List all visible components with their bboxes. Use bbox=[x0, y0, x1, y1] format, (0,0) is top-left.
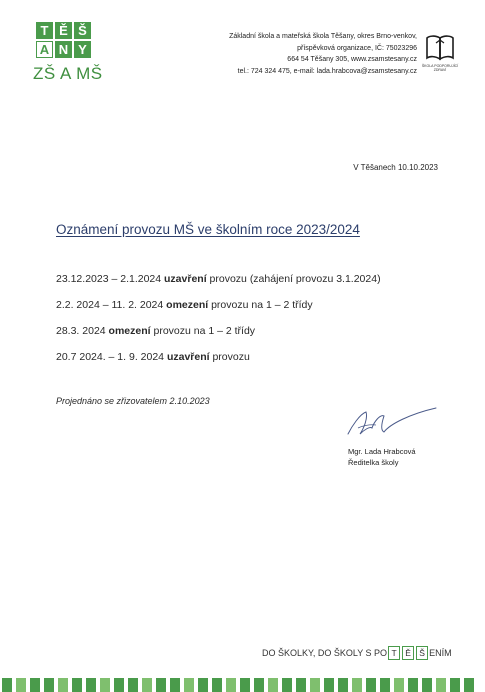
footer-block bbox=[16, 678, 26, 692]
contact-line: Základní škola a mateřská škola Těšany, okres Brno-venkov, bbox=[229, 33, 417, 40]
footer-block bbox=[422, 678, 432, 692]
footer-block bbox=[72, 678, 82, 692]
logo-letter: Y bbox=[74, 41, 91, 58]
footer-block bbox=[142, 678, 152, 692]
footer-block bbox=[380, 678, 390, 692]
logo-subtitle: ZŠ A MŠ bbox=[33, 64, 103, 83]
item-date: 2.2. 2024 – 11. 2. 2024 bbox=[56, 299, 167, 311]
footer-block bbox=[268, 678, 278, 692]
slogan-box-letter: Ě bbox=[402, 646, 414, 660]
footer-block bbox=[128, 678, 138, 692]
page-title: Oznámení provozu MŠ ve školním roce 2023/2024 bbox=[56, 222, 360, 237]
item-text: provozu bbox=[209, 351, 250, 363]
school-contact-block bbox=[205, 31, 417, 77]
item-text: provozu na 1 – 2 třídy bbox=[208, 299, 313, 311]
footer-block bbox=[394, 678, 404, 692]
footer-block bbox=[156, 678, 166, 692]
footer-block bbox=[366, 678, 376, 692]
item-date: 23.12.2023 – 2.1.2024 bbox=[56, 273, 165, 285]
footer-block bbox=[310, 678, 320, 692]
footer-block bbox=[296, 678, 306, 692]
item-text: provozu (zahájení provozu 3.1.2024) bbox=[206, 273, 381, 285]
contact-line: tel.: 724 324 475, e-mail: lada.hrabcova@zsamstesany.cz bbox=[237, 67, 417, 75]
footer-block bbox=[170, 678, 180, 692]
footer-block bbox=[212, 678, 222, 692]
footer-block bbox=[100, 678, 110, 692]
footer-block bbox=[338, 678, 348, 692]
signatory-name: Mgr. Lada Hrabcová bbox=[348, 447, 416, 456]
footer-block bbox=[114, 678, 124, 692]
item-keyword: uzavření bbox=[164, 273, 207, 285]
list-item bbox=[56, 350, 456, 376]
item-keyword: uzavření bbox=[166, 351, 210, 363]
list-item bbox=[56, 298, 456, 324]
list-item bbox=[56, 272, 456, 298]
footer-block bbox=[58, 678, 68, 692]
logo-letter: Ě bbox=[55, 22, 72, 39]
logo-letter: Š bbox=[74, 22, 91, 39]
footer-block bbox=[450, 678, 460, 692]
logo-letter: A bbox=[36, 41, 53, 58]
footer-block bbox=[226, 678, 236, 692]
footer-block bbox=[408, 678, 418, 692]
slogan bbox=[262, 646, 452, 660]
signature-image bbox=[340, 404, 440, 444]
item-date: 20.7 2024. – 1. 9. 2024 bbox=[56, 351, 167, 363]
footer-block bbox=[464, 678, 474, 692]
footer-block bbox=[324, 678, 334, 692]
item-keyword: omezení bbox=[108, 325, 151, 337]
footer-block bbox=[44, 678, 54, 692]
footer-block bbox=[282, 678, 292, 692]
signatory-block bbox=[348, 446, 416, 468]
footer-block bbox=[254, 678, 264, 692]
logo-letter: T bbox=[36, 22, 53, 39]
list-item bbox=[56, 324, 456, 350]
footer-block bbox=[2, 678, 12, 692]
footer-block bbox=[436, 678, 446, 692]
schedule-list bbox=[56, 272, 456, 376]
document-date: V Těšanech 10.10.2023 bbox=[353, 163, 438, 172]
footer-block bbox=[198, 678, 208, 692]
footer-block bbox=[30, 678, 40, 692]
slogan-box-letter: Š bbox=[416, 646, 428, 660]
school-logo bbox=[36, 22, 92, 58]
footer-block bbox=[352, 678, 362, 692]
item-date: 28.3. 2024 bbox=[56, 325, 109, 337]
footer-block bbox=[240, 678, 250, 692]
footer-decoration bbox=[0, 678, 485, 692]
footer-block bbox=[86, 678, 96, 692]
approval-note: Projednáno se zřizovatelem 2.10.2023 bbox=[56, 396, 210, 406]
slogan-after: ENÍM bbox=[429, 648, 452, 658]
slogan-before: DO ŠKOLKY, DO ŠKOLY S PO bbox=[262, 648, 388, 658]
logo-letter: N bbox=[55, 41, 72, 58]
item-text: provozu na 1 – 2 třídy bbox=[150, 325, 256, 337]
footer-block bbox=[184, 678, 194, 692]
contact-line: příspěvková organizace, IČ: 75023296 bbox=[297, 44, 417, 52]
signatory-role: Ředitelka školy bbox=[348, 458, 399, 467]
slogan-box-letter: T bbox=[388, 646, 400, 660]
contact-line: 664 54 Těšany 305, www.zsamstesany.cz bbox=[287, 56, 417, 63]
item-keyword: omezení bbox=[166, 299, 209, 311]
badge-caption: ŠKOLA PODPORUJÍCÍ ZDRAVÍ bbox=[421, 64, 459, 72]
